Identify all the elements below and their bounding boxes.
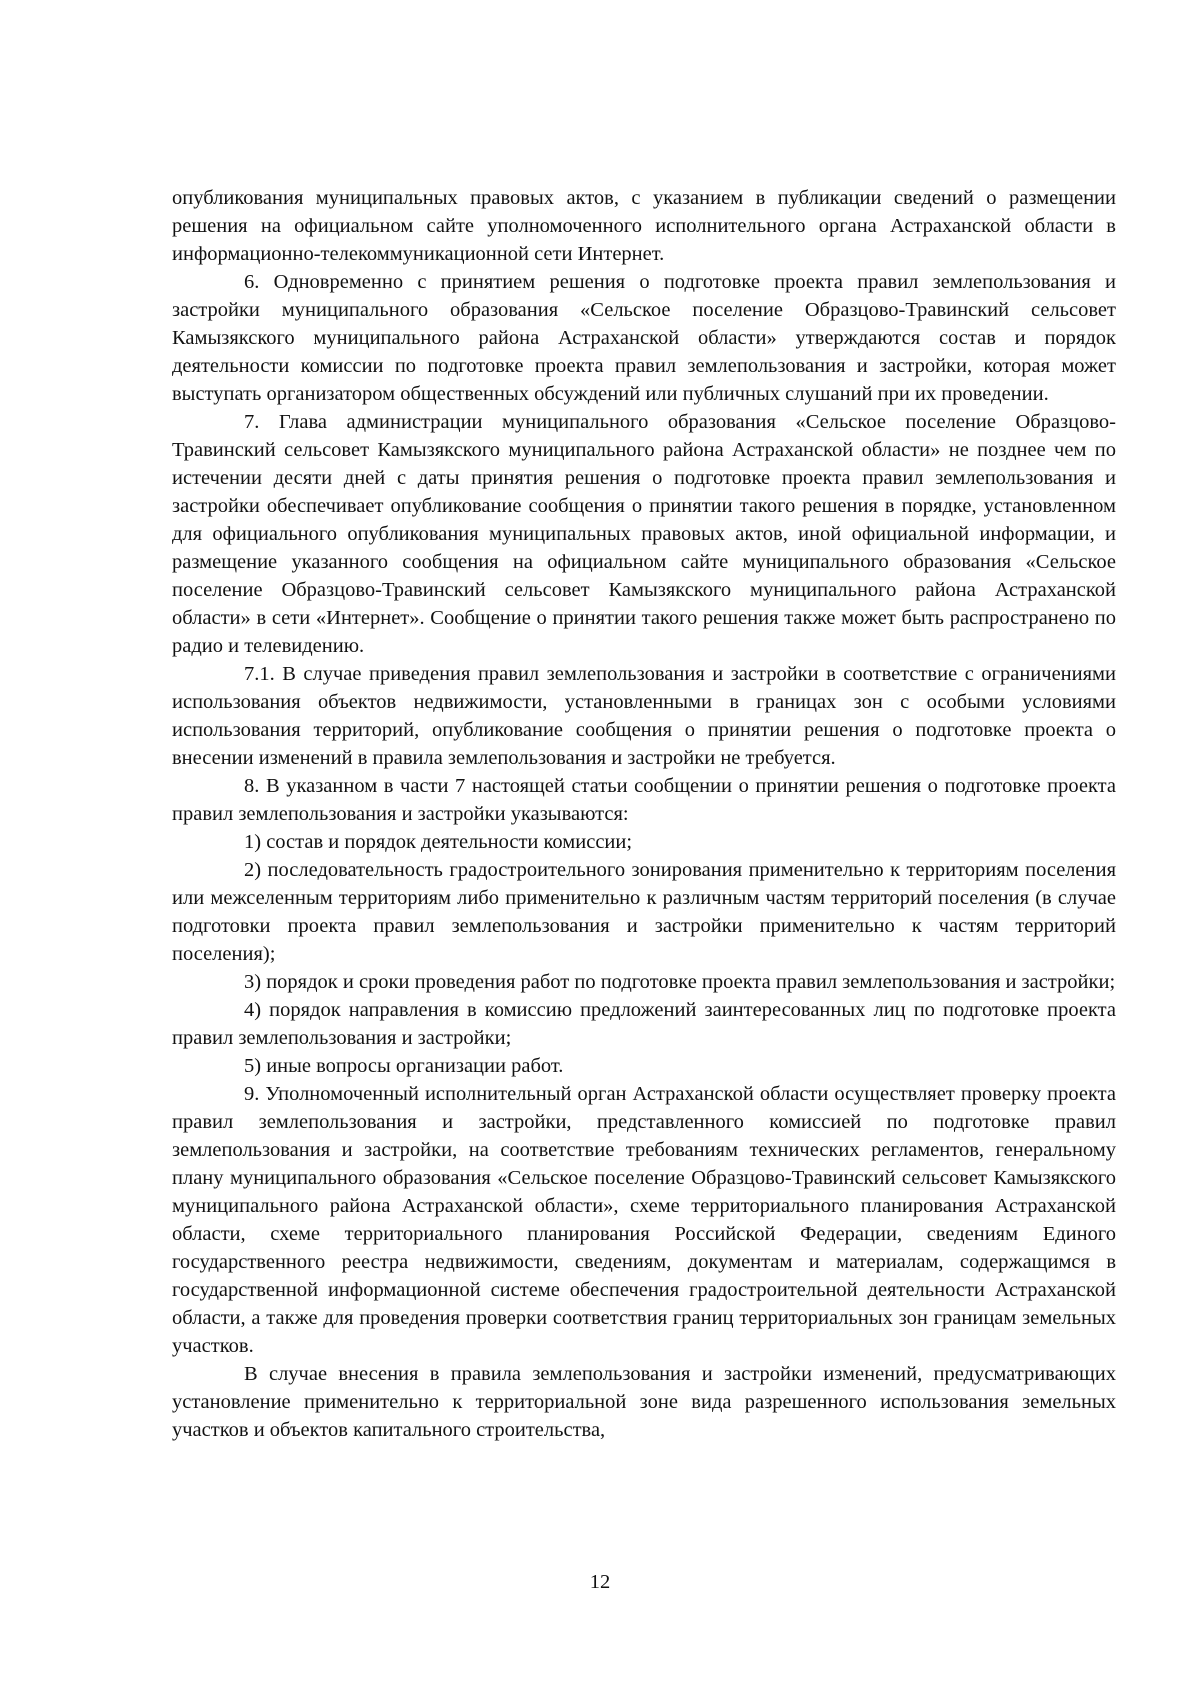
paragraph-item-9: 9. Уполномоченный исполнительный орган Астраханской области осуществляет проверку проекта правил землепользования и застройки, представленного комиссией по подготовке правил землепользования и застройки, на соответствие требованиям технических регламентов, генеральному плану муниципального образования «Сельское поселение Образцово-Травинский сельсовет Камызякского муниципального района Астраханской области», схеме территориального планирования Астраханской области, схеме территориального планирования Российской Федерации, сведениям Единого государственного реестра недвижимости, сведениям, документам и материалам, содержащимся в государственной информационной системе обеспечения градостроительной деятельности Астраханской области, а также для проведения проверки соответствия границ территориальных зон границам земельных участков. [172, 1083, 1116, 1357]
list-item-2: 2) последовательность градостроительного зонирования применительно к территориям поселения или межселенным территориям либо применительно к различным частям территорий поселения (в случае подготовки проекта правил землепользования и застройки применительно к частям территорий поселения); [172, 859, 1116, 965]
paragraph-item-7: 7. Глава администрации муниципального образования «Сельское поселение Образцово-Травинский сельсовет Камызякского муниципального района Астраханской области» не позднее чем по истечении десяти дней с даты принятия решения о подготовке проекта правил землепользования и застройки обеспечивает опубликование сообщения о принятии такого решения в порядке, установленном для официального опубликования муниципальных правовых актов, иной официальной информации, и размещение указанного сообщения на официальном сайте муниципального образования «Сельское поселение Образцово-Травинский сельсовет Камызякского муниципального района Астраханской области» в сети «Интернет». Сообщение о принятии такого решения также может быть распространено по радио и телевидению. [172, 411, 1116, 657]
paragraph-item-7-1: 7.1. В случае приведения правил землепользования и застройки в соответствие с ограничениями использования объектов недвижимости, установленными в границах зон с особыми условиями использования территорий, опубликование сообщения о принятии решения о подготовке проекта о внесении изменений в правила землепользования и застройки не требуется. [172, 663, 1116, 769]
paragraph-continuation: опубликования муниципальных правовых актов, с указанием в публикации сведений о размещении решения на официальном сайте уполномоченного исполнительного органа Астраханской области в информационно-телекоммуникационной сети Интернет. [172, 187, 1116, 265]
list-item-4: 4) порядок направления в комиссию предложений заинтересованных лиц по подготовке проекта правил землепользования и застройки; [172, 999, 1116, 1049]
document-body [172, 184, 1116, 1444]
list-item-3: 3) порядок и сроки проведения работ по подготовке проекта правил землепользования и застройки; [244, 971, 1116, 993]
paragraph-item-8: 8. В указанном в части 7 настоящей статьи сообщении о принятии решения о подготовке проекта правил землепользования и застройки указываются: [172, 775, 1116, 825]
list-item-5: 5) иные вопросы организации работ. [244, 1055, 564, 1077]
page-number: 12 [589, 1571, 611, 1593]
list-item-1: 1) состав и порядок деятельности комиссии; [244, 831, 633, 853]
paragraph-amendments: В случае внесения в правила землепользования и застройки изменений, предусматривающих установление применительно к территориальной зоне вида разрешенного использования земельных участков и объектов капитального строительства, [172, 1363, 1116, 1441]
paragraph-item-6: 6. Одновременно с принятием решения о подготовке проекта правил землепользования и застройки муниципального образования «Сельское поселение Образцово-Травинский сельсовет Камызякского муниципального района Астраханской области» утверждаются состав и порядок деятельности комиссии по подготовке проекта правил землепользования и застройки, которая может выступать организатором общественных обсуждений или публичных слушаний при их проведении. [172, 271, 1116, 405]
